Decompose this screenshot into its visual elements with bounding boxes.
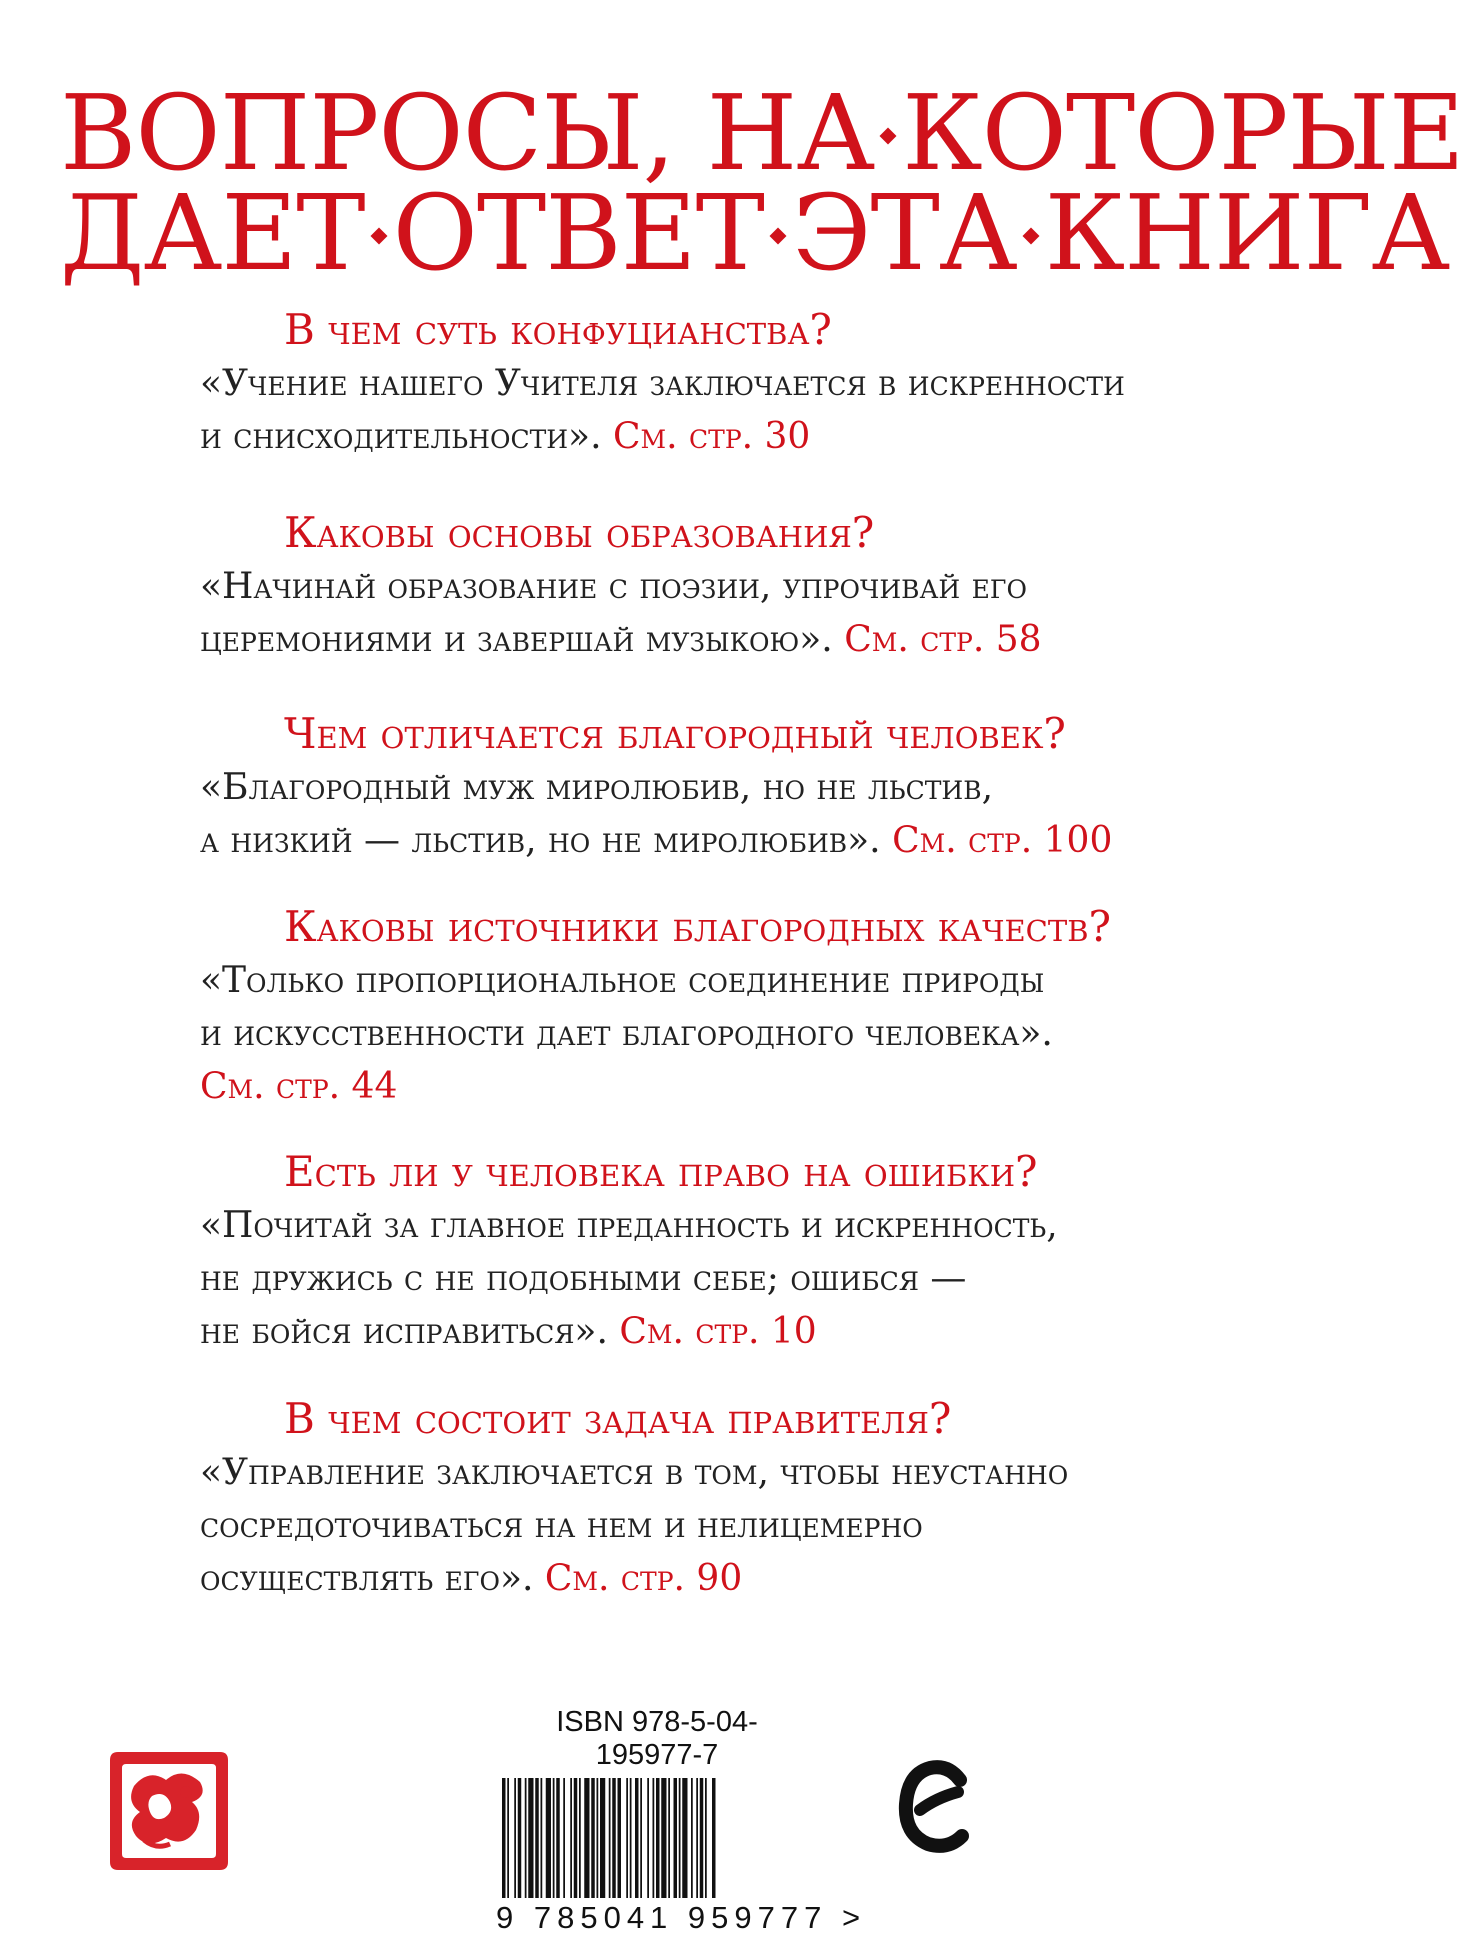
question: В чем состоит задача правителя?	[284, 1394, 952, 1443]
barcode-bar	[682, 1778, 687, 1898]
question: Каковы источники благородных качеств?	[284, 902, 1112, 951]
barcode-area	[496, 1706, 867, 1936]
barcode-bar	[691, 1778, 693, 1898]
page-reference: См. стр. 10	[619, 1311, 817, 1352]
question: Каковы основы образования?	[284, 508, 875, 557]
barcode-bar	[535, 1778, 539, 1898]
barcode-bar	[668, 1778, 670, 1898]
barcode-bar	[553, 1778, 555, 1898]
heading-word: ЭТА	[791, 172, 1017, 294]
diamond-dot-icon	[1022, 227, 1039, 244]
question: Есть ли у человека право на ошибки?	[284, 1147, 1038, 1196]
qa-block	[198, 506, 1198, 666]
answer-line: не дружись с не подобными себе; ошибся —	[200, 1258, 967, 1299]
answer-line: «Управление заключается в том, чтобы неустанно	[200, 1452, 1069, 1493]
page-reference: См. стр. 30	[612, 416, 811, 457]
page-reference: См. стр. 90	[544, 1558, 743, 1599]
heading-line-2	[60, 172, 1450, 294]
barcode-bar	[609, 1778, 611, 1898]
barcode-bar	[525, 1778, 527, 1898]
barcode-bar	[696, 1778, 698, 1898]
barcode-bar	[541, 1778, 543, 1898]
answer-line: «Начинай образование с поэзии, упрочивай его	[200, 566, 1027, 607]
barcode-bar	[518, 1778, 522, 1898]
barcode-bar	[528, 1778, 533, 1898]
barcode-bar	[591, 1778, 595, 1898]
barcode-bar	[600, 1778, 605, 1898]
qa-block	[198, 900, 1198, 1113]
barcode-bar	[514, 1778, 516, 1898]
answer	[198, 560, 1198, 666]
isbn-number: ISBN 978-5-04-195977-7	[556, 1706, 758, 1771]
answer-line: осуществлять его».	[200, 1558, 534, 1599]
answer	[198, 1446, 1198, 1605]
page-reference: См. стр. 58	[844, 619, 1042, 660]
heading-word: ОТВЕТ	[392, 172, 764, 294]
qa-block	[198, 1392, 1198, 1605]
barcode-bar	[570, 1778, 572, 1898]
barcode-bar	[656, 1778, 660, 1898]
question: Чем отличается благородный человек?	[284, 709, 1066, 758]
answer-line: а низкий — льстив, но не миролюбив».	[200, 820, 881, 861]
barcode-bar	[597, 1778, 599, 1898]
barcode-bar	[630, 1778, 632, 1898]
publisher-e-logo	[896, 1758, 974, 1856]
publisher-seal-logo	[104, 1746, 234, 1876]
diamond-dot-icon	[370, 227, 387, 244]
answer	[198, 954, 1198, 1113]
barcode-bar	[618, 1778, 622, 1898]
barcode-bar	[635, 1778, 639, 1898]
page-reference: См. стр. 100	[892, 820, 1113, 861]
heading-word: ВОПРОСЫ,	[60, 72, 675, 194]
barcode-bar	[507, 1778, 509, 1898]
barcode-bar	[705, 1778, 707, 1898]
answer-line: и искусственности дает благородного человека».	[200, 1013, 1053, 1054]
heading-word: КНИГА	[1044, 172, 1450, 294]
page-reference: См. стр. 44	[200, 1066, 398, 1107]
barcode-bar	[584, 1778, 589, 1898]
answer	[198, 357, 1198, 463]
answer-line: «Почитай за главное преданность и искренность,	[200, 1205, 1058, 1246]
answer-line: «Учение нашего Учителя заключается в искренности	[200, 363, 1125, 404]
answer-line: сосредоточиваться на нем и нелицемерно	[200, 1505, 923, 1546]
barcode-bar	[546, 1778, 551, 1898]
barcode-bar	[661, 1778, 666, 1898]
answer-line: церемониями и завершай музыкою».	[200, 619, 833, 660]
qa-block	[198, 707, 1198, 867]
barcode-bar	[653, 1778, 655, 1898]
barcode-bar	[574, 1778, 578, 1898]
barcode	[496, 1778, 786, 1898]
barcode-digits: 9 785041 959777 >	[496, 1900, 867, 1935]
answer	[198, 761, 1198, 867]
qa-block	[198, 303, 1198, 463]
qa-block	[198, 1145, 1198, 1358]
answer	[198, 1199, 1198, 1358]
answer-line: «Благородный муж миролюбив, но не льстив,	[200, 767, 994, 808]
barcode-bar	[640, 1778, 642, 1898]
heading-word: КОТОРЫЕ	[902, 72, 1464, 194]
barcode-bar	[579, 1778, 581, 1898]
answer-line: и снисходительности».	[200, 416, 602, 457]
barcode-bar	[612, 1778, 616, 1898]
answer-line: не бойся исправиться».	[200, 1311, 608, 1352]
barcode-bar	[502, 1778, 506, 1898]
barcode-bar	[626, 1778, 628, 1898]
barcode-bar	[674, 1778, 678, 1898]
barcode-bar	[700, 1778, 704, 1898]
question: В чем суть конфуцианства?	[284, 305, 832, 354]
heading-word: ДАЕТ	[60, 172, 365, 294]
barcode-bar	[556, 1778, 560, 1898]
barcode-bar	[563, 1778, 565, 1898]
barcode-bar	[712, 1778, 716, 1898]
heading-word: НА	[706, 72, 875, 194]
barcode-bar	[647, 1778, 649, 1898]
barcode-bar	[679, 1778, 681, 1898]
answer-line: «Только пропорциональное соединение природы	[200, 960, 1045, 1001]
diamond-dot-icon	[769, 227, 786, 244]
diamond-dot-icon	[880, 127, 897, 144]
